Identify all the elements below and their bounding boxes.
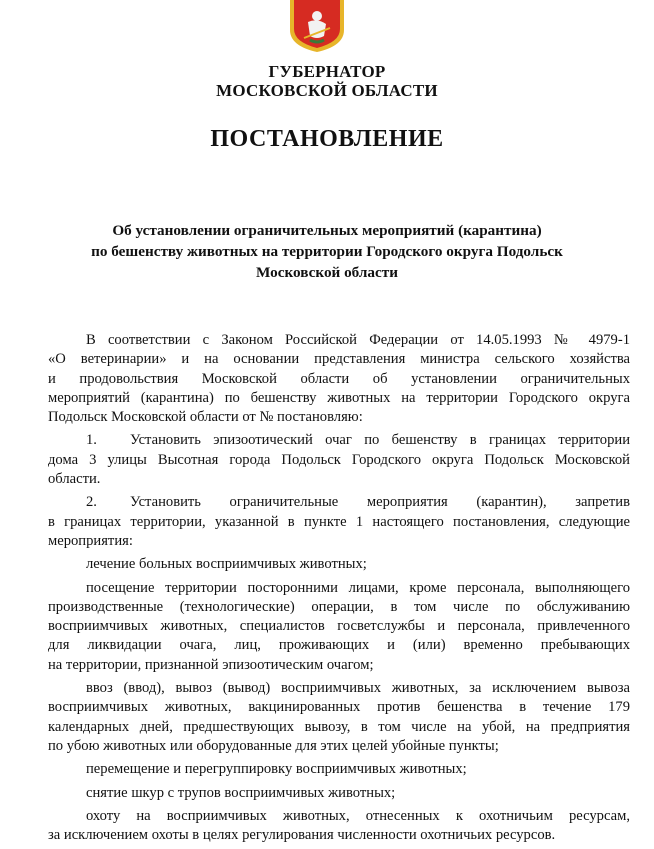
document-body [48, 331, 630, 849]
text-line [48, 737, 630, 756]
line-text: в границах территории, указанной в пункте 1 настоящего постановления, следующие [48, 513, 630, 530]
clause-number: 2. [86, 494, 97, 511]
text-line [48, 598, 630, 617]
text-line [48, 617, 630, 636]
subject-line: Московской области [256, 264, 398, 281]
measure-item [48, 760, 630, 779]
text-line [48, 760, 630, 779]
line-text: снятие шкур с трупов восприимчивых животных; [86, 784, 396, 801]
line-text: Подольск Московской области от № постановляю: [48, 409, 363, 426]
line-text: по убою животных или оборудованные для этих целей убойные пункты; [48, 737, 499, 754]
text-line [48, 698, 630, 717]
text-line [48, 679, 630, 698]
text-line [48, 389, 630, 408]
text-line [48, 431, 630, 450]
authority-line-1: ГУБЕРНАТОР [268, 62, 386, 81]
line-text: календарных дней, предшествующих вывозу, в том числе на убой, на предприятия [48, 718, 630, 735]
line-text: охоту на восприимчивых животных, отнесенных к охотничьим ресурсам, [86, 807, 630, 824]
text-line [48, 408, 630, 427]
line-text: восприимчивых животных, специалистов госветслужбы и персонала, привлеченного [48, 618, 630, 635]
line-text: за исключением охоты в целях регулирования численности охотничьих ресурсов. [48, 827, 556, 844]
line-text: лечение больных восприимчивых животных; [86, 556, 367, 573]
line-text: для ликвидации очага, лиц, проживающих и (или) временно пребывающих [48, 637, 630, 654]
text-line [48, 656, 630, 675]
line-text: области. [48, 471, 101, 488]
line-text: и продовольствия Московской области об установлении ограничительных [48, 370, 630, 387]
text-line [48, 636, 630, 655]
line-text: Установить эпизоотический очаг по бешенству в границах территории [130, 432, 630, 449]
measure-item [48, 555, 630, 574]
text-line [48, 370, 630, 389]
line-text: на территории, признанной эпизоотическим очагом; [48, 656, 374, 673]
document-subject [0, 220, 654, 283]
preamble-paragraph [48, 331, 630, 427]
line-text: «О ветеринарии» и на основании представления министра сельского хозяйства [48, 351, 630, 368]
text-line [48, 470, 630, 489]
line-text: мероприятий (карантина) по бешенству животных на территории Городского округа [48, 389, 630, 406]
measure-item [48, 807, 630, 846]
moscow-oblast-coat-of-arms [286, 0, 348, 52]
clause-2 [48, 493, 630, 551]
text-line [48, 451, 630, 470]
text-line [48, 532, 630, 551]
line-text: Установить ограничительные мероприятия (карантин), запретив [130, 494, 630, 511]
line-text: производственные (технологические) операции, в том числе по обслуживанию [48, 598, 630, 615]
text-line [48, 513, 630, 532]
text-line [48, 493, 630, 512]
text-line [48, 555, 630, 574]
issuing-authority [0, 62, 654, 100]
line-text: перемещение и перегруппировку восприимчивых животных; [86, 761, 467, 778]
line-text: дома 3 улицы Высотная города Подольск Городского округа Подольск Московской [48, 451, 630, 468]
subject-line: по бешенству животных на территории Городского округа Подольск [91, 243, 563, 260]
line-text: В соответствии с Законом Российской Федерации от 14.05.1993 № 4979-1 [86, 332, 630, 348]
line-text: восприимчивых животных, вакцинированных против бешенства в течение 179 [48, 699, 630, 716]
clause-1 [48, 431, 630, 489]
text-line [48, 807, 630, 826]
text-line [48, 718, 630, 737]
line-text: мероприятия: [48, 532, 133, 549]
measure-item [48, 579, 630, 675]
subject-line: Об установлении ограничительных мероприятий (карантина) [112, 222, 542, 239]
line-text: ввоз (ввод), вывоз (вывод) восприимчивых животных, за исключением вывоза [86, 680, 630, 697]
line-text: посещение территории посторонними лицами, кроме персонала, выполняющего [86, 579, 630, 596]
clause-number: 1. [86, 432, 97, 449]
document-type-title: ПОСТАНОВЛЕНИЕ [210, 126, 444, 152]
authority-line-2: МОСКОВСКОЙ ОБЛАСТИ [216, 81, 438, 100]
measure-item [48, 679, 630, 756]
text-line [48, 826, 630, 845]
text-line [48, 579, 630, 598]
text-line [48, 331, 630, 350]
text-line [48, 350, 630, 369]
